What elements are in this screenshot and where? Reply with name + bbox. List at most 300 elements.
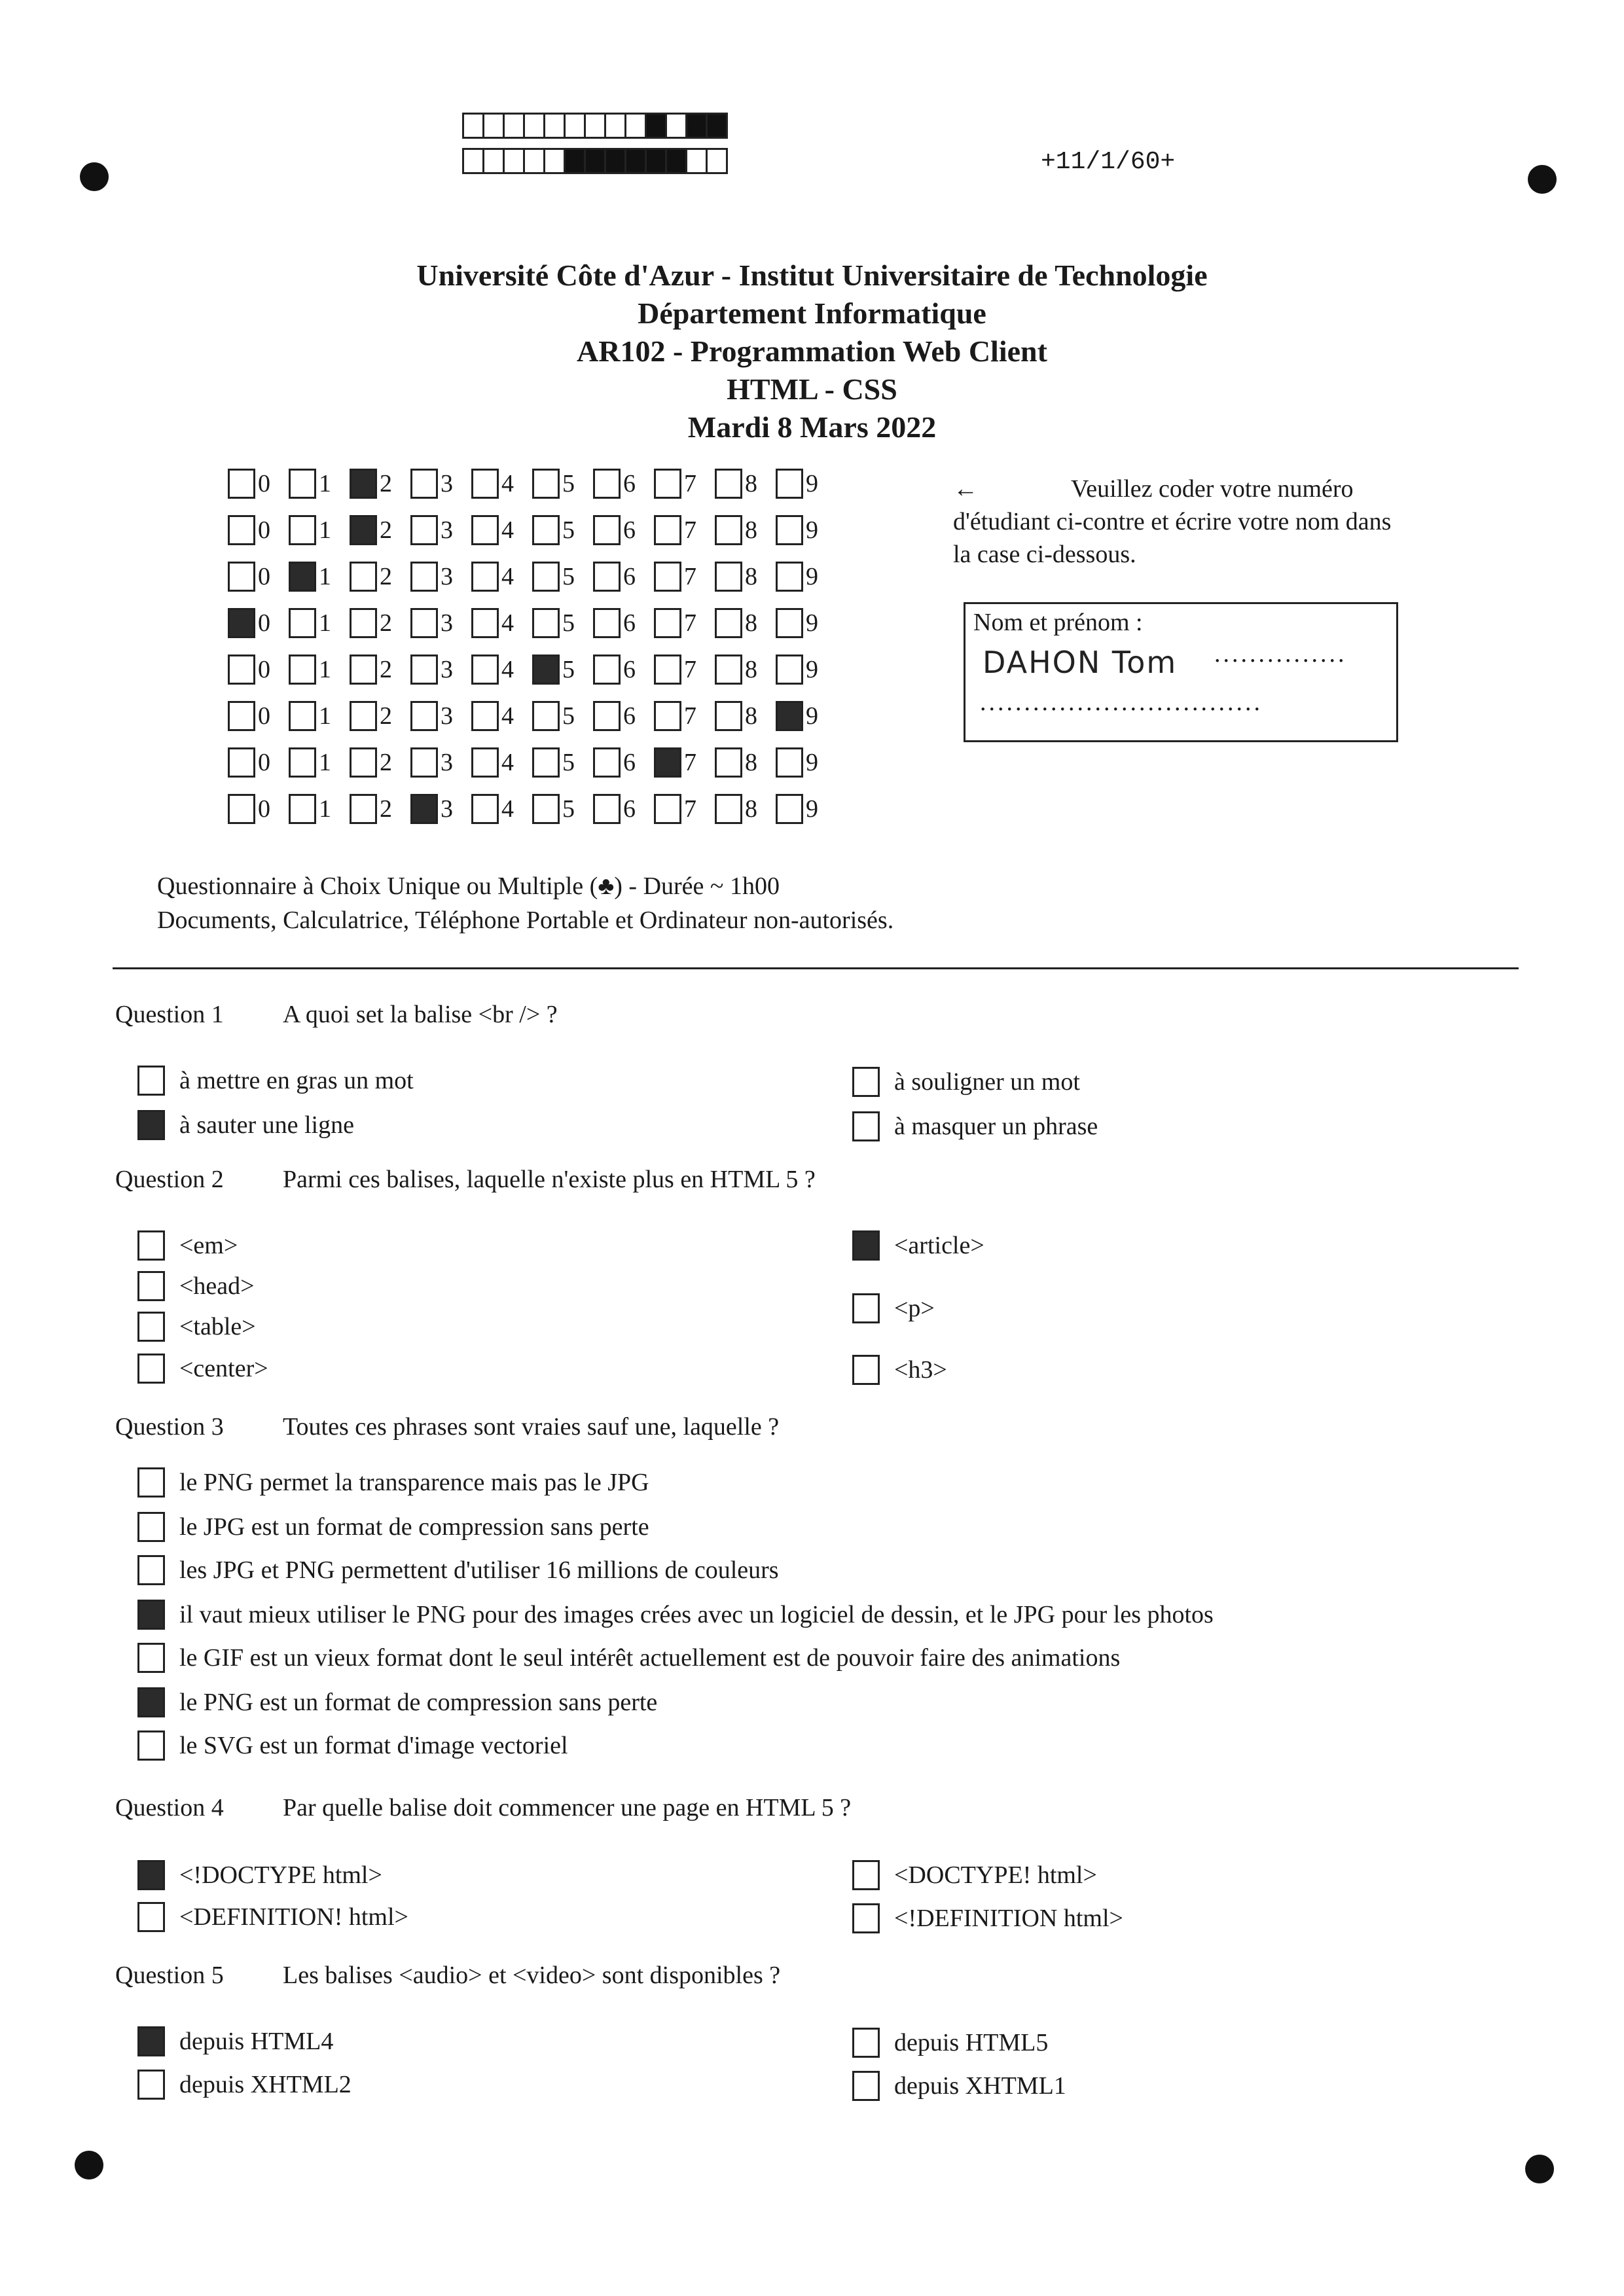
digit-checkbox[interactable] [776,701,803,731]
digit-label: 8 [745,702,757,730]
digit-checkbox[interactable] [471,469,499,499]
barcode-cell [706,113,728,139]
digit-option [654,515,715,545]
barcode-cell [462,148,484,174]
digit-option [289,747,350,778]
digit-label: 2 [380,656,392,683]
answer-option[interactable] [137,1312,256,1342]
digit-option [350,608,410,638]
barcode-cell [503,148,525,174]
digit-option [532,747,593,778]
digit-label: 8 [745,470,757,497]
digit-option [471,794,532,824]
digit-label: 4 [501,609,514,637]
answer-label: <center> [179,1355,268,1382]
digit-checkbox[interactable] [532,747,560,778]
barcode-cell [645,113,667,139]
answer-option[interactable] [137,2070,352,2100]
digit-checkbox[interactable] [532,562,560,592]
question-title [115,1000,558,1029]
digit-label: 7 [684,749,696,776]
answer-option[interactable] [137,1860,382,1890]
digit-option [593,562,654,592]
answer-checkbox[interactable] [137,1860,165,1890]
digit-checkbox[interactable] [471,701,499,731]
question-text: A quoi set la balise <br /> ? [283,1001,558,1028]
university-title: Université Côte d'Azur - Institut Universitaire de Technologie [416,259,1208,292]
registration-mark-bottom-right [1525,2155,1554,2183]
digit-checkbox[interactable] [532,608,560,638]
digit-checkbox[interactable] [350,515,377,545]
barcode-cell [564,148,586,174]
answer-option[interactable] [852,1860,1097,1890]
digit-checkbox[interactable] [471,655,499,685]
answer-option[interactable] [137,1600,1214,1630]
digit-label: 5 [562,656,575,683]
barcode-cell [685,148,708,174]
digit-option [654,794,715,824]
answer-option[interactable] [137,1687,657,1717]
answer-option[interactable] [137,1110,354,1140]
digit-checkbox[interactable] [715,747,742,778]
digit-option [532,655,593,685]
digit-checkbox[interactable] [289,562,316,592]
digit-checkbox[interactable] [410,794,438,824]
question-number: Question 2 [115,1166,224,1193]
answer-option[interactable] [852,1293,935,1323]
page-code: +11/1/60+ [1041,148,1176,176]
digit-option [532,515,593,545]
digit-checkbox[interactable] [593,655,621,685]
digit-option [654,608,715,638]
student-number-row [228,794,837,840]
answer-checkbox[interactable] [137,1271,165,1301]
digit-label: 6 [623,563,636,590]
digit-option [715,747,776,778]
digit-option [593,515,654,545]
answer-option[interactable] [137,1512,649,1542]
answer-checkbox[interactable] [137,1512,165,1542]
digit-option [776,794,837,824]
answer-checkbox[interactable] [137,2070,165,2100]
digit-option [228,608,289,638]
question-text: Parmi ces balises, laquelle n'existe plus en HTML 5 ? [283,1166,816,1193]
digit-label: 2 [380,563,392,590]
digit-option [715,469,776,499]
answer-checkbox[interactable] [852,1293,880,1323]
digit-label: 6 [623,656,636,683]
digit-label: 1 [319,470,331,497]
answer-checkbox[interactable] [137,1731,165,1761]
digit-label: 6 [623,749,636,776]
handwritten-name: DAHON Tom [983,645,1178,680]
digit-option [350,794,410,824]
student-number-row [228,701,837,747]
digit-label: 7 [684,656,696,683]
question-title [115,1793,851,1822]
barcode-cell [543,148,566,174]
digit-checkbox[interactable] [350,469,377,499]
digit-label: 5 [562,609,575,637]
digit-label: 7 [684,516,696,544]
answer-label: les JPG et PNG permettent d'utiliser 16 millions de couleurs [179,1556,779,1584]
digit-option [228,794,289,824]
digit-option [471,701,532,731]
digit-option [776,608,837,638]
digit-label: 1 [319,702,331,730]
answer-option[interactable] [137,1731,568,1761]
digit-checkbox[interactable] [715,655,742,685]
answer-option[interactable] [137,1271,255,1301]
digit-label: 8 [745,563,757,590]
digit-option [289,794,350,824]
digit-label: 3 [441,563,453,590]
answer-option[interactable] [137,1902,408,1932]
answer-option[interactable] [137,1467,649,1498]
digit-checkbox[interactable] [289,469,316,499]
digit-option [532,608,593,638]
digit-checkbox[interactable] [654,794,681,824]
digit-checkbox[interactable] [654,655,681,685]
answer-option[interactable] [137,1643,1120,1673]
answer-checkbox[interactable] [137,1467,165,1498]
digit-label: 8 [745,656,757,683]
barcode-cell [604,148,626,174]
digit-option [776,515,837,545]
digit-checkbox[interactable] [715,608,742,638]
answer-option[interactable] [852,1355,947,1385]
name-box[interactable] [964,602,1398,742]
digit-label: 5 [562,563,575,590]
answer-checkbox[interactable] [852,1230,880,1261]
digit-checkbox[interactable] [228,515,255,545]
answer-option[interactable] [852,1903,1123,1933]
digit-checkbox[interactable] [654,515,681,545]
digit-checkbox[interactable] [228,562,255,592]
answer-checkbox[interactable] [852,1355,880,1385]
digit-label: 2 [380,516,392,544]
answer-checkbox[interactable] [137,1066,165,1096]
digit-label: 1 [319,656,331,683]
answer-label: depuis XHTML2 [179,2071,352,2098]
digit-option [532,562,593,592]
digit-checkbox[interactable] [776,515,803,545]
answer-checkbox[interactable] [852,2028,880,2058]
digit-checkbox[interactable] [654,747,681,778]
digit-checkbox[interactable] [471,608,499,638]
arrow-left-icon: ← [953,475,978,503]
digit-checkbox[interactable] [776,655,803,685]
digit-option [532,794,593,824]
course-title: AR102 - Programmation Web Client [577,334,1047,368]
digit-checkbox[interactable] [715,515,742,545]
digit-label: 1 [319,516,331,544]
digit-label: 2 [380,702,392,730]
answer-option[interactable] [137,1230,238,1261]
question-number: Question 4 [115,1794,224,1821]
answer-option[interactable] [137,1066,414,1096]
digit-option [593,608,654,638]
answer-checkbox[interactable] [852,1111,880,1141]
digit-checkbox[interactable] [654,562,681,592]
digit-label: 4 [501,656,514,683]
digit-checkbox[interactable] [228,701,255,731]
digit-checkbox[interactable] [715,469,742,499]
digit-checkbox[interactable] [532,515,560,545]
digit-label: 4 [501,795,514,823]
student-number-row [228,608,837,655]
exam-header [0,257,1624,446]
digit-label: 0 [258,749,270,776]
digit-checkbox[interactable] [532,701,560,731]
registration-mark-top-right [1528,165,1557,194]
digit-checkbox[interactable] [289,747,316,778]
digit-checkbox[interactable] [593,469,621,499]
digit-checkbox[interactable] [350,608,377,638]
digit-label: 0 [258,516,270,544]
digit-label: 9 [806,563,818,590]
digit-label: 1 [319,563,331,590]
answer-label: à souligner un mot [894,1068,1080,1096]
digit-option [289,515,350,545]
student-number-row [228,469,837,515]
answer-option[interactable] [852,2071,1066,2101]
digit-checkbox[interactable] [776,469,803,499]
digit-checkbox[interactable] [289,515,316,545]
digit-checkbox[interactable] [350,701,377,731]
digit-checkbox[interactable] [776,562,803,592]
digit-option [776,469,837,499]
student-number-row [228,747,837,794]
instruction-body: Veuillez coder votre numéro d'étudiant ci-contre et écrire votre nom dans la case ci-dessous. [953,475,1392,568]
digit-checkbox[interactable] [228,747,255,778]
answer-checkbox[interactable] [137,2026,165,2056]
digit-label: 0 [258,470,270,497]
digit-label: 2 [380,609,392,637]
answer-option[interactable] [137,1555,779,1585]
digit-label: 5 [562,702,575,730]
digit-option [289,701,350,731]
barcode-row-2 [462,148,726,174]
digit-option [410,701,471,731]
answer-option[interactable] [137,1354,268,1384]
digit-label: 2 [380,795,392,823]
student-number-grid [228,469,837,840]
answer-label: <DEFINITION! html> [179,1903,408,1931]
answer-checkbox[interactable] [137,1902,165,1932]
digit-option [350,515,410,545]
question-text: Les balises <audio> et <video> sont disponibles ? [283,1962,781,1989]
digit-checkbox[interactable] [654,701,681,731]
digit-label: 7 [684,795,696,823]
digit-checkbox[interactable] [593,515,621,545]
answer-checkbox[interactable] [852,1860,880,1890]
digit-option [471,747,532,778]
question-number: Question 1 [115,1001,224,1028]
digit-label: 3 [441,470,453,497]
digit-checkbox[interactable] [715,701,742,731]
digit-checkbox[interactable] [532,469,560,499]
digit-checkbox[interactable] [593,794,621,824]
digit-option [715,562,776,592]
digit-option [715,794,776,824]
digit-label: 9 [806,702,818,730]
answer-checkbox[interactable] [852,1067,880,1097]
exam-date: Mardi 8 Mars 2022 [687,410,937,444]
digit-option [532,701,593,731]
answer-checkbox[interactable] [137,1687,165,1717]
answer-checkbox[interactable] [137,1600,165,1630]
digit-checkbox[interactable] [715,562,742,592]
digit-label: 8 [745,516,757,544]
digit-checkbox[interactable] [532,794,560,824]
digit-checkbox[interactable] [471,794,499,824]
answer-checkbox[interactable] [852,2071,880,2101]
digit-label: 6 [623,702,636,730]
digit-checkbox[interactable] [471,562,499,592]
digit-option [471,608,532,638]
digit-checkbox[interactable] [228,469,255,499]
answer-checkbox[interactable] [137,1354,165,1384]
answer-label: <p> [894,1295,935,1322]
digit-checkbox[interactable] [410,747,438,778]
answer-option[interactable] [852,1111,1098,1141]
answer-option[interactable] [852,2028,1048,2058]
barcode-cell [564,113,586,139]
digit-option [776,562,837,592]
digit-label: 3 [441,749,453,776]
digit-option [593,469,654,499]
answer-checkbox[interactable] [852,1903,880,1933]
answer-option[interactable] [137,2026,333,2056]
digit-label: 7 [684,609,696,637]
digit-checkbox[interactable] [289,655,316,685]
answer-checkbox[interactable] [137,1312,165,1342]
digit-option [228,655,289,685]
barcode-cell [482,113,505,139]
question-text: Par quelle balise doit commencer une page en HTML 5 ? [283,1794,852,1821]
digit-checkbox[interactable] [471,515,499,545]
digit-label: 4 [501,470,514,497]
digit-checkbox[interactable] [350,747,377,778]
digit-checkbox[interactable] [593,747,621,778]
digit-option [715,515,776,545]
digit-checkbox[interactable] [776,608,803,638]
digit-checkbox[interactable] [410,608,438,638]
answer-label: <DOCTYPE! html> [894,1861,1097,1889]
digit-checkbox[interactable] [410,562,438,592]
digit-label: 8 [745,609,757,637]
answer-label: le GIF est un vieux format dont le seul intérêt actuellement est de pouvoir faire des animations [179,1644,1121,1672]
digit-checkbox[interactable] [228,608,255,638]
barcode-cell [523,113,545,139]
digit-checkbox[interactable] [593,701,621,731]
digit-checkbox[interactable] [410,701,438,731]
digit-option [715,701,776,731]
subject-title: HTML - CSS [727,372,897,406]
digit-label: 1 [319,609,331,637]
answer-label: le JPG est un format de compression sans perte [179,1513,649,1541]
digit-checkbox[interactable] [350,655,377,685]
answer-label: le SVG est un format d'image vectoriel [179,1732,568,1759]
answer-label: <em> [179,1232,238,1259]
barcode-cell [462,113,484,139]
digit-label: 3 [441,656,453,683]
digit-option [532,469,593,499]
answer-label: <!DOCTYPE html> [179,1861,382,1889]
digit-label: 3 [441,702,453,730]
digit-option [654,655,715,685]
digit-option [593,794,654,824]
digit-checkbox[interactable] [776,747,803,778]
digit-checkbox[interactable] [350,562,377,592]
barcode-cell [482,148,505,174]
digit-checkbox[interactable] [593,562,621,592]
barcode-cell [523,148,545,174]
digit-checkbox[interactable] [593,608,621,638]
digit-checkbox[interactable] [350,794,377,824]
barcode-cell [584,113,606,139]
answer-label: <table> [179,1313,256,1340]
digit-checkbox[interactable] [654,608,681,638]
digit-checkbox[interactable] [715,794,742,824]
digit-checkbox[interactable] [289,794,316,824]
digit-option [410,747,471,778]
answer-option[interactable] [852,1230,984,1261]
digit-option [289,655,350,685]
digit-option [410,608,471,638]
digit-option [471,515,532,545]
digit-label: 6 [623,470,636,497]
student-number-row [228,515,837,562]
digit-option [593,701,654,731]
answer-label: à sauter une ligne [179,1111,354,1139]
digit-checkbox[interactable] [289,701,316,731]
digit-checkbox[interactable] [776,794,803,824]
barcode-cell [584,148,606,174]
digit-checkbox[interactable] [410,515,438,545]
digit-option [289,608,350,638]
digit-label: 6 [623,609,636,637]
answer-option[interactable] [852,1067,1080,1097]
registration-mark-top-left [80,162,109,191]
answer-checkbox[interactable] [137,1110,165,1140]
barcode-cell [624,148,647,174]
answer-label: le PNG est un format de compression sans perte [179,1689,658,1716]
digit-checkbox[interactable] [228,794,255,824]
answer-checkbox[interactable] [137,1643,165,1673]
name-box-label: Nom et prénom : [973,609,1143,636]
digit-checkbox[interactable] [289,608,316,638]
digit-label: 1 [319,749,331,776]
digit-checkbox[interactable] [410,469,438,499]
digit-checkbox[interactable] [532,655,560,685]
digit-checkbox[interactable] [471,747,499,778]
digit-option [228,747,289,778]
digit-label: 3 [441,609,453,637]
digit-checkbox[interactable] [410,655,438,685]
question-text: Toutes ces phrases sont vraies sauf une, laquelle ? [283,1413,780,1441]
digit-label: 9 [806,470,818,497]
answer-checkbox[interactable] [137,1555,165,1585]
digit-checkbox[interactable] [654,469,681,499]
digit-option [410,794,471,824]
digit-option [410,515,471,545]
digit-option [654,469,715,499]
digit-checkbox[interactable] [228,655,255,685]
digit-label: 8 [745,795,757,823]
answer-checkbox[interactable] [137,1230,165,1261]
